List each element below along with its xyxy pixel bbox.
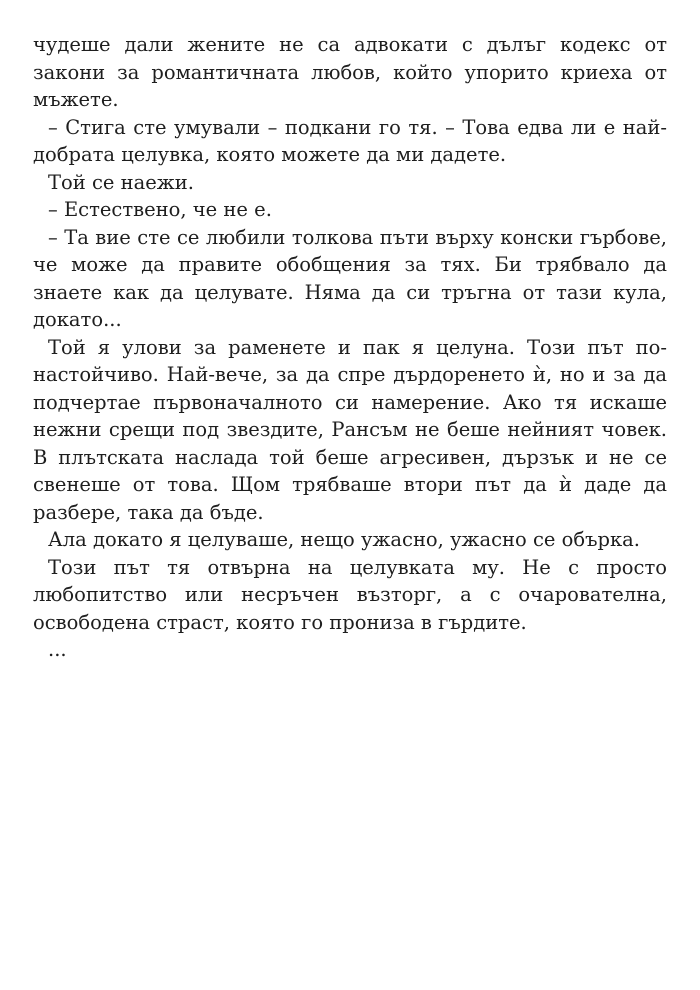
paragraph: чудеше дали жените не са адвокати с дълъг кодекс от закони за романтичната любов, който упорито криеха от мъжете. (33, 33, 667, 111)
paragraph: Той се наежи. (48, 170, 194, 194)
body-text (33, 31, 667, 664)
paragraph: – Стига сте умували – подкани го тя. – Това едва ли е най-добрата целувка, която можете да ми дадете. (33, 115, 667, 166)
paragraph: Ала докато я целуваше, нещо ужасно, ужасно се обърка. (48, 528, 641, 551)
paragraph: – Та вие сте се любили толкова пъти върху конски гърбове, че може да правите обобщения за тях. Би трябвало да знаете как да целувате. Няма да си тръгна от тази кула, докато... (33, 225, 667, 331)
paragraph: Този път тя отвърна на целувката му. Не с просто любопитство или несръчен възторг, а с очарователна, освободена страст, която го прониза в гърдите. (33, 555, 667, 634)
paragraph: Той я улови за раменете и пак я целуна. Този път по-настойчиво. Най-вече, за да спре дърдоренето ѝ, но и за да подчертае първоначалното си намерение. Ако тя искаше нежни срещи под звездите, Рансъм не беше нейният човек. В плътската наслада той беше агресивен, дързък и не се свенеше от това. Щом трябваше втори път да ѝ даде да разбере, така да бъде. (33, 335, 667, 524)
ellipsis: ... (48, 638, 67, 661)
paragraph: – Естествено, че не е. (48, 198, 272, 221)
